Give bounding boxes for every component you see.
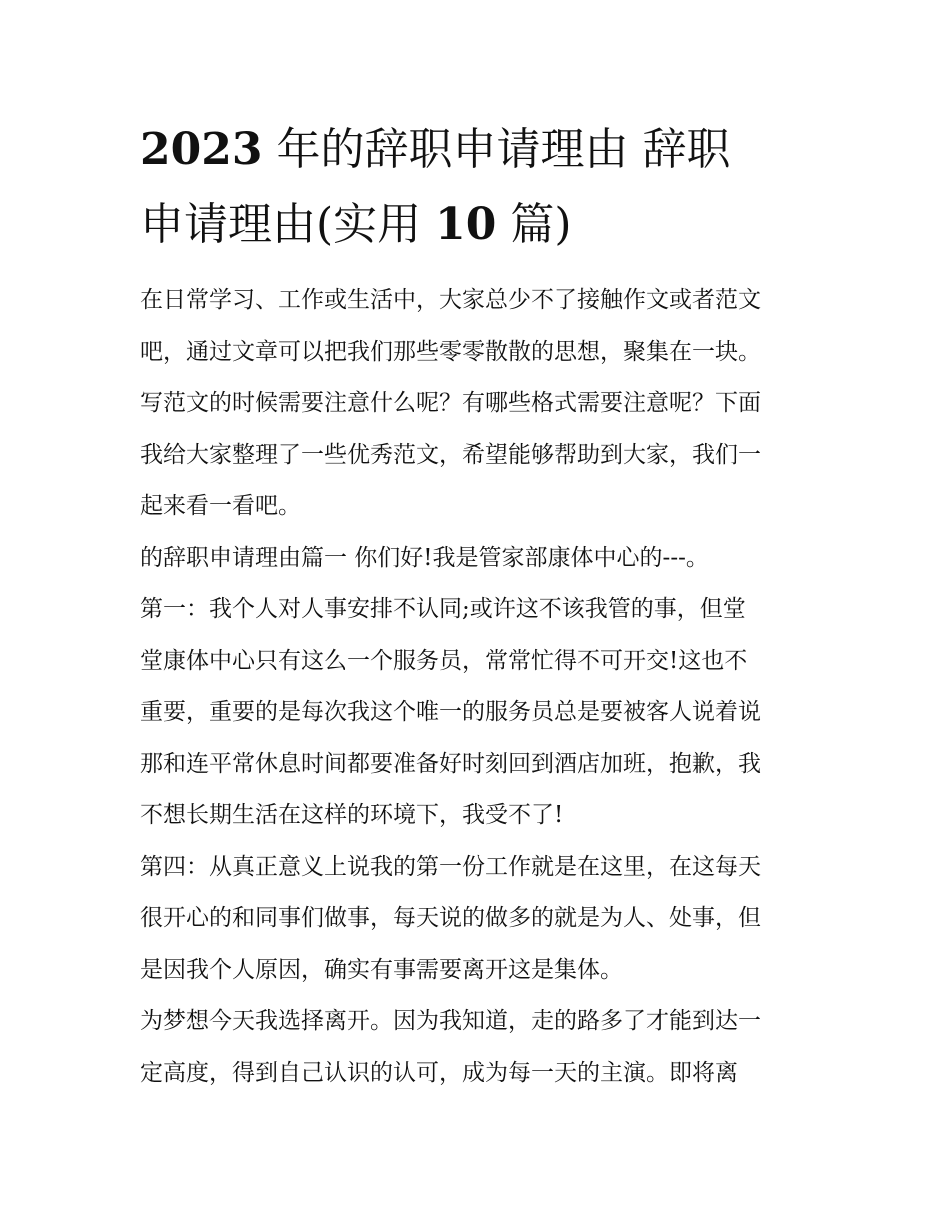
title-text-1: 年的辞职申请理由 辞职 bbox=[276, 124, 731, 175]
body-line: 那和连平常休息时间都要准备好时刻回到酒店加班，抱歉，我 bbox=[140, 750, 761, 777]
body-line: 我给大家整理了一些优秀范文，希望能够帮助到大家，我们一 bbox=[140, 441, 761, 468]
title-count: 10 bbox=[435, 199, 497, 250]
title-text-3: 篇) bbox=[510, 199, 572, 250]
body-line: 不想长期生活在这样的环境下，我受不了! bbox=[140, 802, 564, 828]
title-text-2: 申请理由(实用 bbox=[140, 199, 422, 250]
body-line: 重要，重要的是每次我这个唯一的服务员总是要被客人说着说 bbox=[140, 699, 761, 725]
document-title bbox=[140, 112, 820, 262]
body-line: 第一：我个人对人事安排不认同;或许这不该我管的事，但堂 bbox=[140, 596, 746, 622]
body-line: 在日常学习、工作或生活中，大家总少不了接触作文或者范文 bbox=[140, 287, 761, 313]
body-line: 为梦想今天我选择离开。因为我知道，走的路多了才能到达一 bbox=[140, 1008, 761, 1034]
body-line: 第四：从真正意义上说我的第一份工作就是在这里，在这每天 bbox=[140, 853, 761, 880]
title-year: 2023 bbox=[140, 124, 263, 175]
body-line: 堂康体中心只有这么一个服务员，常常忙得不可开交!这也不 bbox=[140, 647, 748, 674]
document-body bbox=[140, 275, 820, 1099]
body-line: 吧，通过文章可以把我们那些零零散散的思想，聚集在一块。 bbox=[140, 338, 761, 365]
body-line: 很开心的和同事们做事，每天说的做多的就是为人、处事，但 bbox=[140, 905, 761, 931]
body-line: 写范文的时候需要注意什么呢？有哪些格式需要注意呢？下面 bbox=[140, 390, 761, 416]
body-line: 是因我个人原因，确实有事需要离开这是集体。 bbox=[140, 956, 623, 983]
body-line: 起来看一看吧。 bbox=[140, 493, 301, 519]
body-line: 的辞职申请理由篇一 你们好!我是管家部康体中心的---。 bbox=[140, 544, 709, 571]
body-line: 定高度，得到自己认识的认可，成为每一天的主演。即将离 bbox=[140, 1059, 738, 1086]
